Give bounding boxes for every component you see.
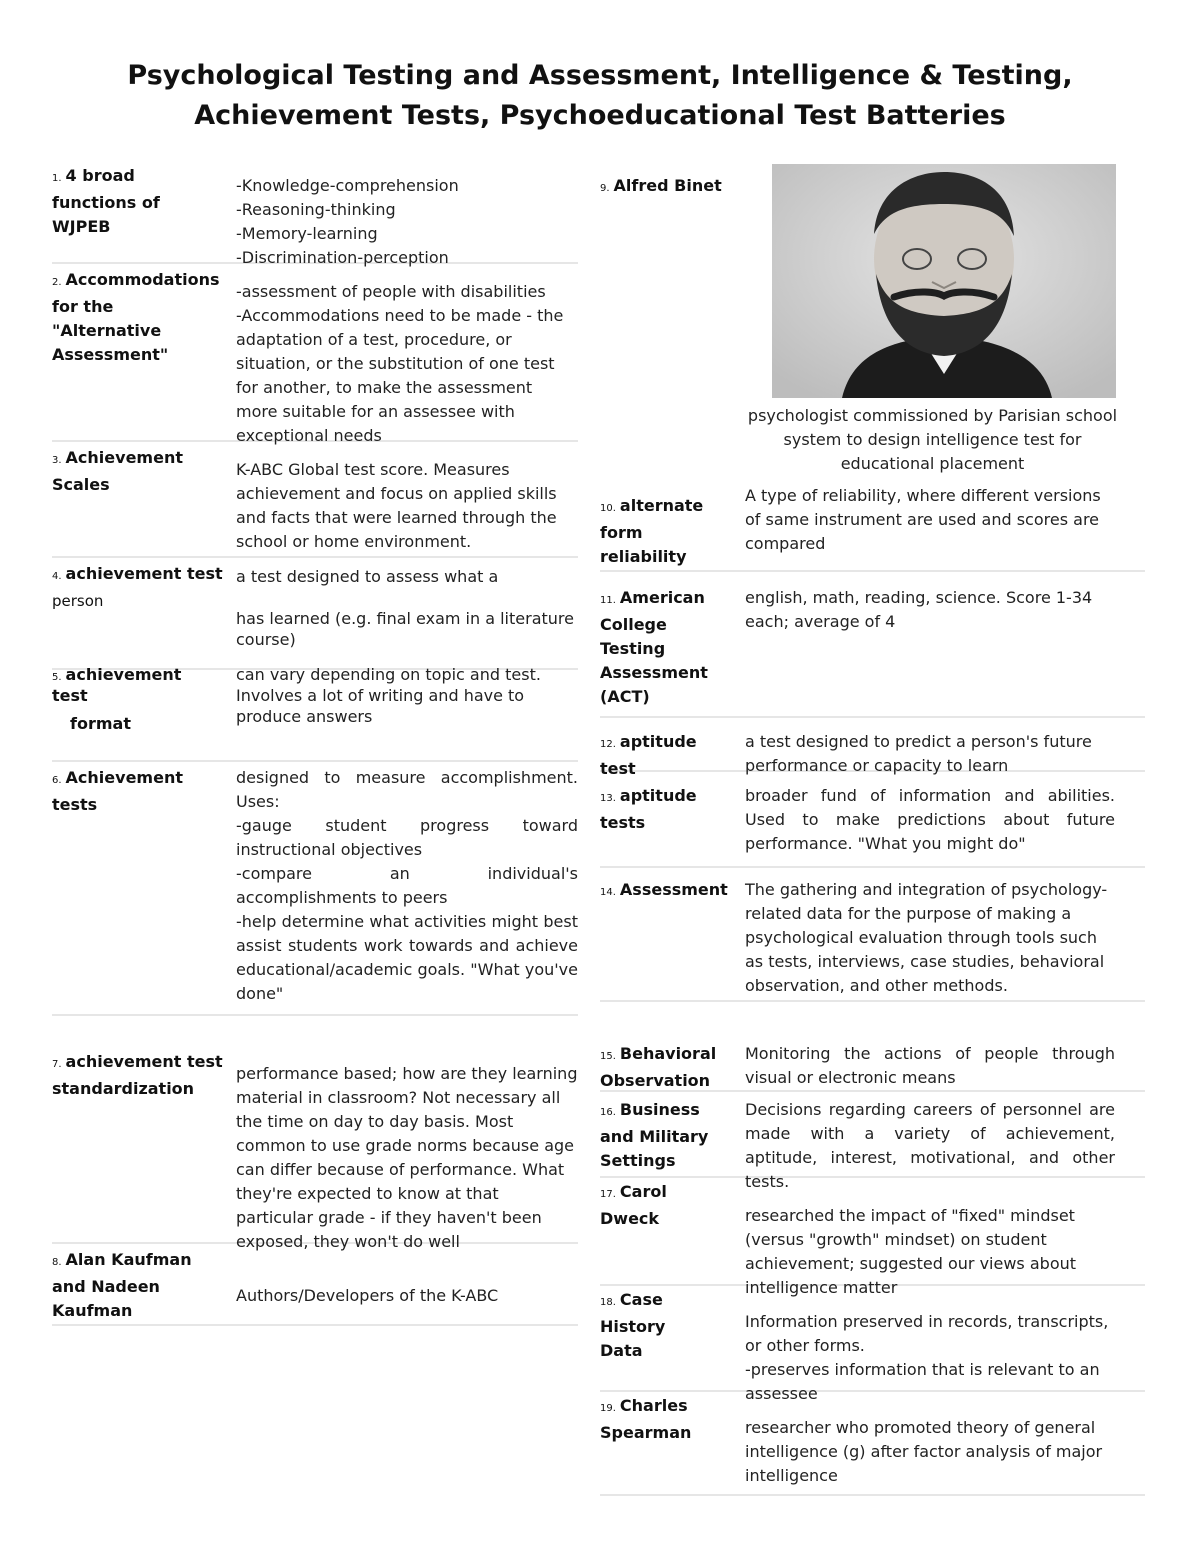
flashcard-17	[600, 1178, 1145, 1297]
card-number: 4.	[52, 571, 62, 582]
card-definition: Monitoring the actions of people through visual or electronic means	[745, 1044, 1115, 1087]
flashcard-3	[52, 442, 578, 558]
card-term-text: Business and Military Settings	[600, 1100, 709, 1170]
page-title	[0, 56, 1200, 136]
card-definition: Decisions regarding careers of personnel are made with a variety of achievement, aptitude, interest, motivational, and other tests.	[745, 1100, 1115, 1191]
card-definition: The gathering and integration of psychology- related data for the purpose of making a psychological evaluation through tools such as tests, interviews, case studies, behavioral observation, and other methods.	[745, 880, 1108, 995]
card-term	[600, 1042, 730, 1093]
card-number: 17.	[600, 1189, 616, 1200]
card-definition: broader fund of information and abilities. Used to make predictions about future performance. "What you might do"	[745, 786, 1115, 853]
card-term-text: Charles Spearman	[600, 1396, 692, 1442]
card-definition: psychologist commissioned by Parisian school system to design intelligence test for educational placement	[747, 406, 1118, 473]
card-definition: researcher who promoted theory of general intelligence (g) after factor analysis of major intelligence	[745, 1418, 1103, 1485]
card-term	[600, 1180, 710, 1231]
card-number: 15.	[600, 1051, 616, 1062]
flashcard-7	[52, 1016, 578, 1251]
card-term-text: Assessment	[619, 880, 728, 899]
card-term-text: Accommodations for the "Alternative Assessment"	[52, 270, 220, 364]
card-definition: english, math, reading, science. Score 1-34 each; average of 4	[745, 588, 1093, 631]
flashcard-1	[52, 160, 578, 267]
card-term	[600, 1288, 700, 1363]
flashcard-10	[600, 486, 1145, 572]
card-number: 1.	[52, 173, 62, 184]
flashcard-15	[600, 1002, 1145, 1092]
flashcard-18	[600, 1286, 1145, 1403]
card-number: 11.	[600, 595, 616, 606]
flashcard-12	[600, 718, 1145, 778]
flashcard-5	[52, 665, 578, 762]
title-line-1: Psychological Testing and Assessment, Intelligence & Testing,	[127, 60, 1073, 91]
title-line-2: Achievement Tests, Psychoeducational Test Batteries	[194, 100, 1006, 131]
card-term-text: alternate form reliability	[600, 496, 704, 566]
card-number: 13.	[600, 793, 616, 804]
card-number: 2.	[52, 277, 62, 288]
card-term-text: Alan Kaufman and Nadeen Kaufman	[52, 1250, 192, 1320]
card-term-text: achievement test	[65, 564, 223, 583]
flashcard-8	[52, 1244, 578, 1326]
card-term-text: Achievement Scales	[52, 448, 183, 494]
right-column	[600, 160, 1145, 1496]
card-term-tail: format	[70, 714, 131, 733]
card-term-text: Achievement tests	[52, 768, 183, 814]
flashcard-13	[600, 772, 1145, 868]
flashcard-9	[600, 160, 1145, 486]
card-term	[600, 494, 720, 569]
card-term-text: achievement test standardization	[52, 1052, 223, 1098]
card-definition: designed to measure accomplishment. Uses: -gauge student progress toward instructional objectives -compare an individual's accomplishments to peers -help determine what activities might best assist students work towards and achieve educational/academic goals. "What you've done"	[236, 768, 578, 1003]
card-term-text: achievement test	[52, 665, 182, 705]
card-number: 9.	[600, 183, 610, 194]
card-term	[600, 878, 740, 905]
flashcard-4	[52, 558, 578, 670]
card-term-text: Case History Data	[600, 1290, 666, 1360]
card-term	[52, 1050, 232, 1101]
flashcard-19	[600, 1392, 1145, 1496]
flashcard-16	[600, 1092, 1145, 1191]
card-term	[52, 766, 202, 817]
card-term-text: aptitude tests	[600, 786, 697, 832]
flashcard-6	[52, 762, 578, 1016]
card-number: 10.	[600, 503, 616, 514]
card-number: 14.	[600, 887, 616, 898]
card-number: 3.	[52, 455, 62, 466]
card-number: 6.	[52, 775, 62, 786]
portrait-image	[772, 164, 1116, 398]
card-term	[600, 174, 740, 201]
left-column	[52, 160, 578, 1326]
card-number: 16.	[600, 1107, 616, 1118]
card-term-text: Alfred Binet	[613, 176, 722, 195]
card-term-text: aptitude test	[600, 732, 697, 778]
card-term	[600, 1394, 710, 1445]
card-definition: a test designed to assess what a has learned (e.g. final exam in a literature course)	[236, 567, 574, 649]
card-definition: Information preserved in records, transcripts, or other forms. -preserves information that is relevant to an assessee	[745, 1312, 1109, 1403]
card-number: 18.	[600, 1297, 616, 1308]
card-term	[600, 784, 710, 835]
card-term	[52, 446, 217, 497]
card-number: 5.	[52, 672, 62, 683]
flashcard-11	[600, 572, 1145, 718]
card-definition: -Knowledge-comprehension -Reasoning-thinking -Memory-learning -Discrimination-perception	[236, 176, 459, 267]
card-definition: researched the impact of "fixed" mindset (versus "growth" mindset) on student achievement; suggested our views about intelligence matter	[745, 1206, 1077, 1297]
card-number: 12.	[600, 739, 616, 750]
card-term	[600, 1098, 730, 1173]
card-term	[52, 164, 217, 239]
flashcard-2	[52, 264, 578, 445]
card-number: 19.	[600, 1403, 616, 1414]
card-definition: performance based; how are they learning material in classroom? Not necessary all the time on day to day basis. Most common to use grade norms because age can differ because of performance. What they're expected to know at that particular grade - if they haven't been exposed, they won't do well	[236, 1064, 578, 1251]
card-definition: can vary depending on topic and test. Involves a lot of writing and have to produce answers	[236, 665, 541, 726]
card-term-text: Behavioral Observation	[600, 1044, 717, 1090]
card-term	[52, 666, 217, 733]
card-number: 7.	[52, 1059, 62, 1070]
card-term-text: 4 broad functions of WJPEB	[52, 166, 160, 236]
card-definition: -assessment of people with disabilities -Accommodations need to be made - the adaptation of a test, procedure, or situation, or the substitution of one test for another, to make the assessment more suitable for an assessee with exceptional needs	[236, 282, 564, 445]
card-term	[52, 1248, 212, 1323]
flashcard-14	[600, 868, 1145, 1002]
alfred-binet-portrait	[772, 164, 1116, 398]
card-term	[52, 268, 220, 367]
card-definition: A type of reliability, where different versions of same instrument are used and scores are compared	[745, 486, 1101, 553]
card-term-text: Carol Dweck	[600, 1182, 667, 1228]
card-number: 8.	[52, 1257, 62, 1268]
card-definition: a test designed to predict a person's future performance or capacity to learn	[745, 732, 1092, 775]
card-term	[600, 586, 725, 709]
card-term-text: American College Testing Assessment (ACT)	[600, 588, 708, 706]
card-definition: K-ABC Global test score. Measures achievement and focus on applied skills and facts that were learned through the school or home environment.	[236, 460, 557, 551]
card-term	[52, 562, 232, 613]
card-term-tail: person	[52, 592, 104, 610]
card-definition: Authors/Developers of the K-ABC	[236, 1286, 499, 1305]
